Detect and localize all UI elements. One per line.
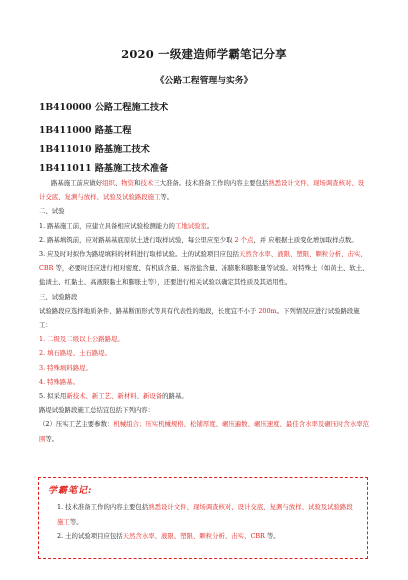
item-text: 1. 路基施工前，应建立具备相应试验检测能力的 (39, 221, 175, 230)
item-text: 等。 (264, 532, 280, 541)
item-text: 。下列情况应进行试验路段施工： (39, 306, 360, 330)
item-highlight: 天然含水率、液限、塑限、颗粒分析、击实、CBR (122, 532, 265, 541)
item-text: 1. 技术准备工作的内容主要包括 (57, 503, 149, 511)
section-3-summary-intro: 路堤试验路段施工总结宜包括下列内容： (39, 406, 155, 415)
intro-highlight: 物资 (121, 179, 135, 187)
section-2-item-1 (39, 219, 369, 233)
item-highlight: 2 个点 (234, 235, 254, 244)
intro-text: 三大准备。技术准备工作的内容主要包括 (153, 179, 269, 187)
heading-1b411010: 1B411010 路基施工技术 (39, 144, 150, 155)
item-text: 的路基。 (162, 392, 188, 401)
section-3-item-3: 3. 特殊填料路堤。 (39, 363, 92, 372)
item-highlight: 工地试验室 (174, 221, 207, 230)
item-text: 3. 应及时对拟作为路堤填料的材料进行取样试验。土的试验项目应包括 (39, 250, 239, 259)
heading-1b411011: 1B411011 路基施工技术准备 (39, 163, 169, 174)
item-text: 试验路段应选择地质条件、路基断面形式等具有代表性的地段，长度宜不小于 (39, 306, 259, 315)
intro-highlight: 技术 (140, 179, 154, 187)
item-text: 2. 土的试验项目应包括 (57, 532, 123, 541)
heading-1b411000: 1B411000 路基工程 (39, 125, 132, 136)
study-note-box (38, 477, 368, 559)
item-highlight: 熟悉设计文件、现场调查核对、设计交底、复测与放样、试验及试验路段施工 (57, 503, 353, 526)
item-text: 等，必要时还应进行相对密度、有机质含量、易溶盐含量、冻膨胀和膨胀量等试验。对特殊土（如黄土、软土、盐渍土、红黏土、高液限黏土和膨胀土等），还要进行相关试验以确定其性质及其适用性。 (39, 264, 369, 287)
section-2-title: 二、试验 (39, 207, 65, 216)
section-2-item-3 (39, 247, 369, 290)
item-highlight: 200m (258, 306, 277, 315)
section-3-item-1: 1. 二级及二级以上公路路堤。 (39, 335, 124, 344)
section-3-title: 三、试验路段 (39, 292, 78, 301)
item-text: 。 (206, 221, 214, 230)
item-highlight: 机械组合；压实机械规格、松铺厚度、碾压遍数、碾压速度、最佳含水率及碾压时含水率范围 (39, 420, 369, 443)
section-3-item-2: 2. 填石路堤、土石路堤。 (39, 349, 112, 358)
section-3-item-4: 4. 特殊路基。 (39, 377, 80, 386)
item-text: 等。 (69, 517, 83, 526)
intro-highlight: 组织 (102, 179, 115, 187)
item-highlight: 新技术、新工艺、新材料、新设备 (66, 392, 163, 401)
section-3-summary-2 (39, 417, 369, 445)
item-text: 5. 拟采用 (39, 392, 67, 401)
study-note-item-2 (57, 529, 357, 544)
intro-text: 和 (134, 179, 141, 187)
item-text: 2. 路基填筑前，应对路基基底原状土进行取样试验，每公里应至少取 (39, 235, 235, 244)
section-2-item-2 (39, 233, 369, 247)
intro-text: 等。 (160, 193, 174, 202)
doc-title: 2020 一级建造师学霸笔记分享 (121, 47, 287, 61)
study-note-title: 学霸笔记: (48, 486, 93, 496)
item-text: ，并 应根据土质变化增加取样点数。 (253, 235, 358, 244)
item-highlight: 天然含水率、液限、塑限、颗粒分析、击实、CBR (39, 250, 367, 273)
item-text: 等。 (45, 434, 59, 443)
intro-text: 、 (114, 179, 122, 187)
doc-subtitle: 《公路工程管理与实务》 (155, 76, 253, 86)
body-text (39, 176, 369, 446)
intro-paragraph (39, 176, 369, 204)
section-3-item-5 (39, 389, 369, 403)
heading-1b410000: 1B410000 公路工程施工技术 (39, 102, 169, 113)
section-3-intro (39, 304, 369, 332)
intro-highlight: 熟悉设计文件、现场调查核对、设计交底、复测与放样、试验及试验路段施工 (39, 179, 365, 202)
study-note-body (57, 500, 357, 544)
intro-text: 路基施工前应做好 (51, 179, 103, 187)
item-text: （2）压实工艺主要参数： (39, 420, 114, 429)
study-note-item-1 (57, 500, 357, 529)
